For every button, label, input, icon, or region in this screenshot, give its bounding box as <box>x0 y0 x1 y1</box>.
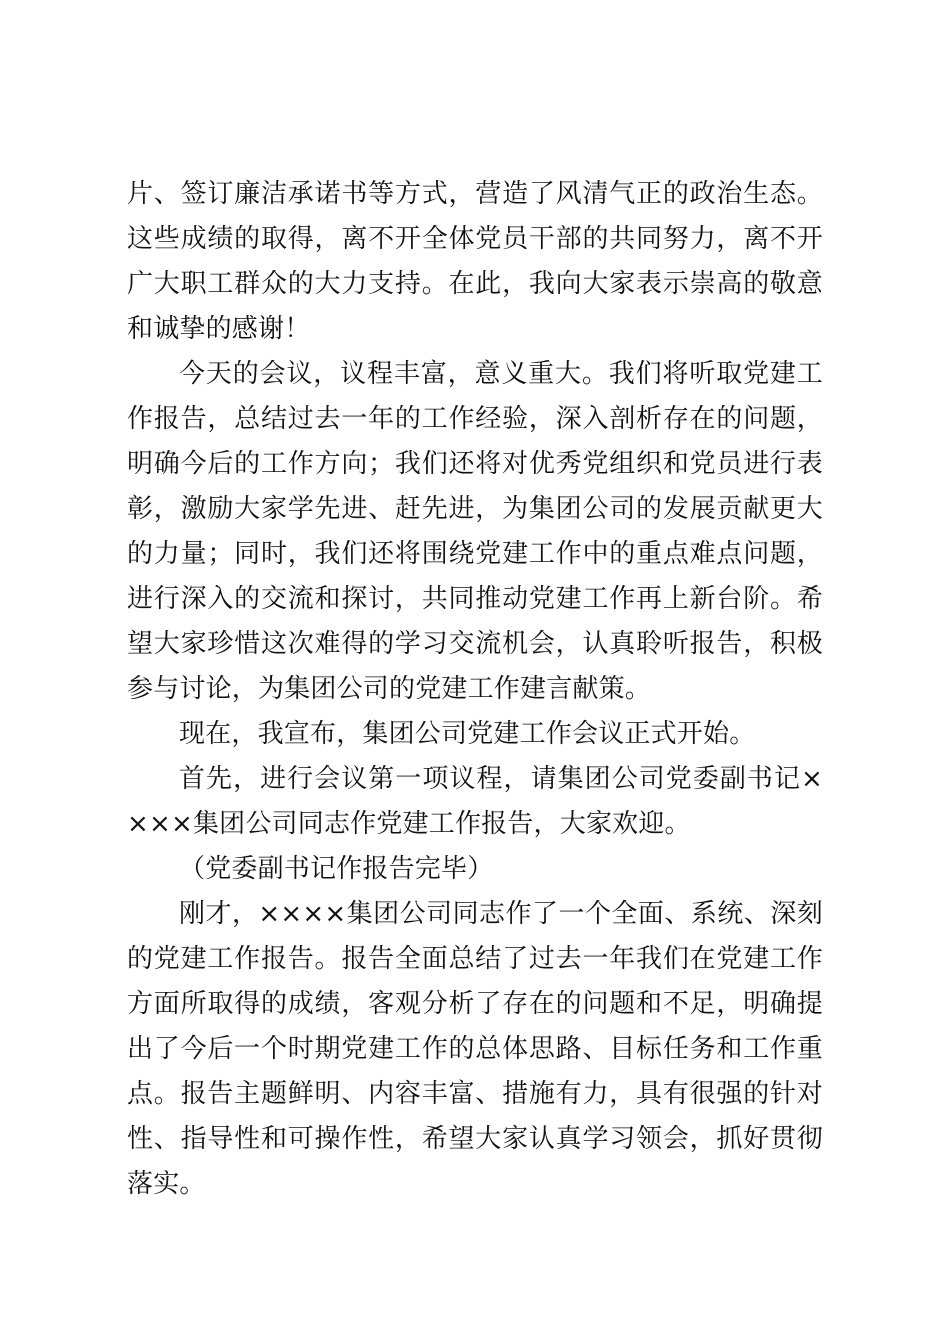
paragraph-3: 现在，我宣布，集团公司党建工作会议正式开始。 <box>179 719 756 749</box>
document-body <box>127 172 823 1207</box>
paragraph-6: 刚才，××××集团公司同志作了一个全面、系统、深刻的党建工作报告。报告全面总结了过去一年我们在党建工作方面所取得的成绩，客观分析了存在的问题和不足，明确提出了今后一个时期党建工作的总体思路、目标任务和工作重点。报告主题鲜明、内容丰富、措施有力，具有很强的针对性、指导性和可操作性，希望大家认真学习领会，抓好贯彻落实。 <box>127 899 823 1199</box>
paragraph-5: （党委副书记作报告完毕） <box>179 854 494 884</box>
paragraph-4: 首先，进行会议第一项议程，请集团公司党委副书记××××集团公司同志作党建工作报告，大家欢迎。 <box>127 764 823 839</box>
paragraph-2: 今天的会议，议程丰富，意义重大。我们将听取党建工作报告，总结过去一年的工作经验，深入剖析存在的问题，明确今后的工作方向；我们还将对优秀党组织和党员进行表彰，激励大家学先进、赶先进，为集团公司的发展贡献更大的力量；同时，我们还将围绕党建工作中的重点难点问题，进行深入的交流和探讨，共同推动党建工作再上新台阶。希望大家珍惜这次难得的学习交流机会，认真聆听报告，积极参与讨论，为集团公司的党建工作建言献策。 <box>127 359 823 704</box>
paragraph-1: 片、签订廉洁承诺书等方式，营造了风清气正的政治生态。这些成绩的取得，离不开全体党员干部的共同努力，离不开广大职工群众的大力支持。在此，我向大家表示崇高的敬意和诚挚的感谢！ <box>127 179 823 344</box>
